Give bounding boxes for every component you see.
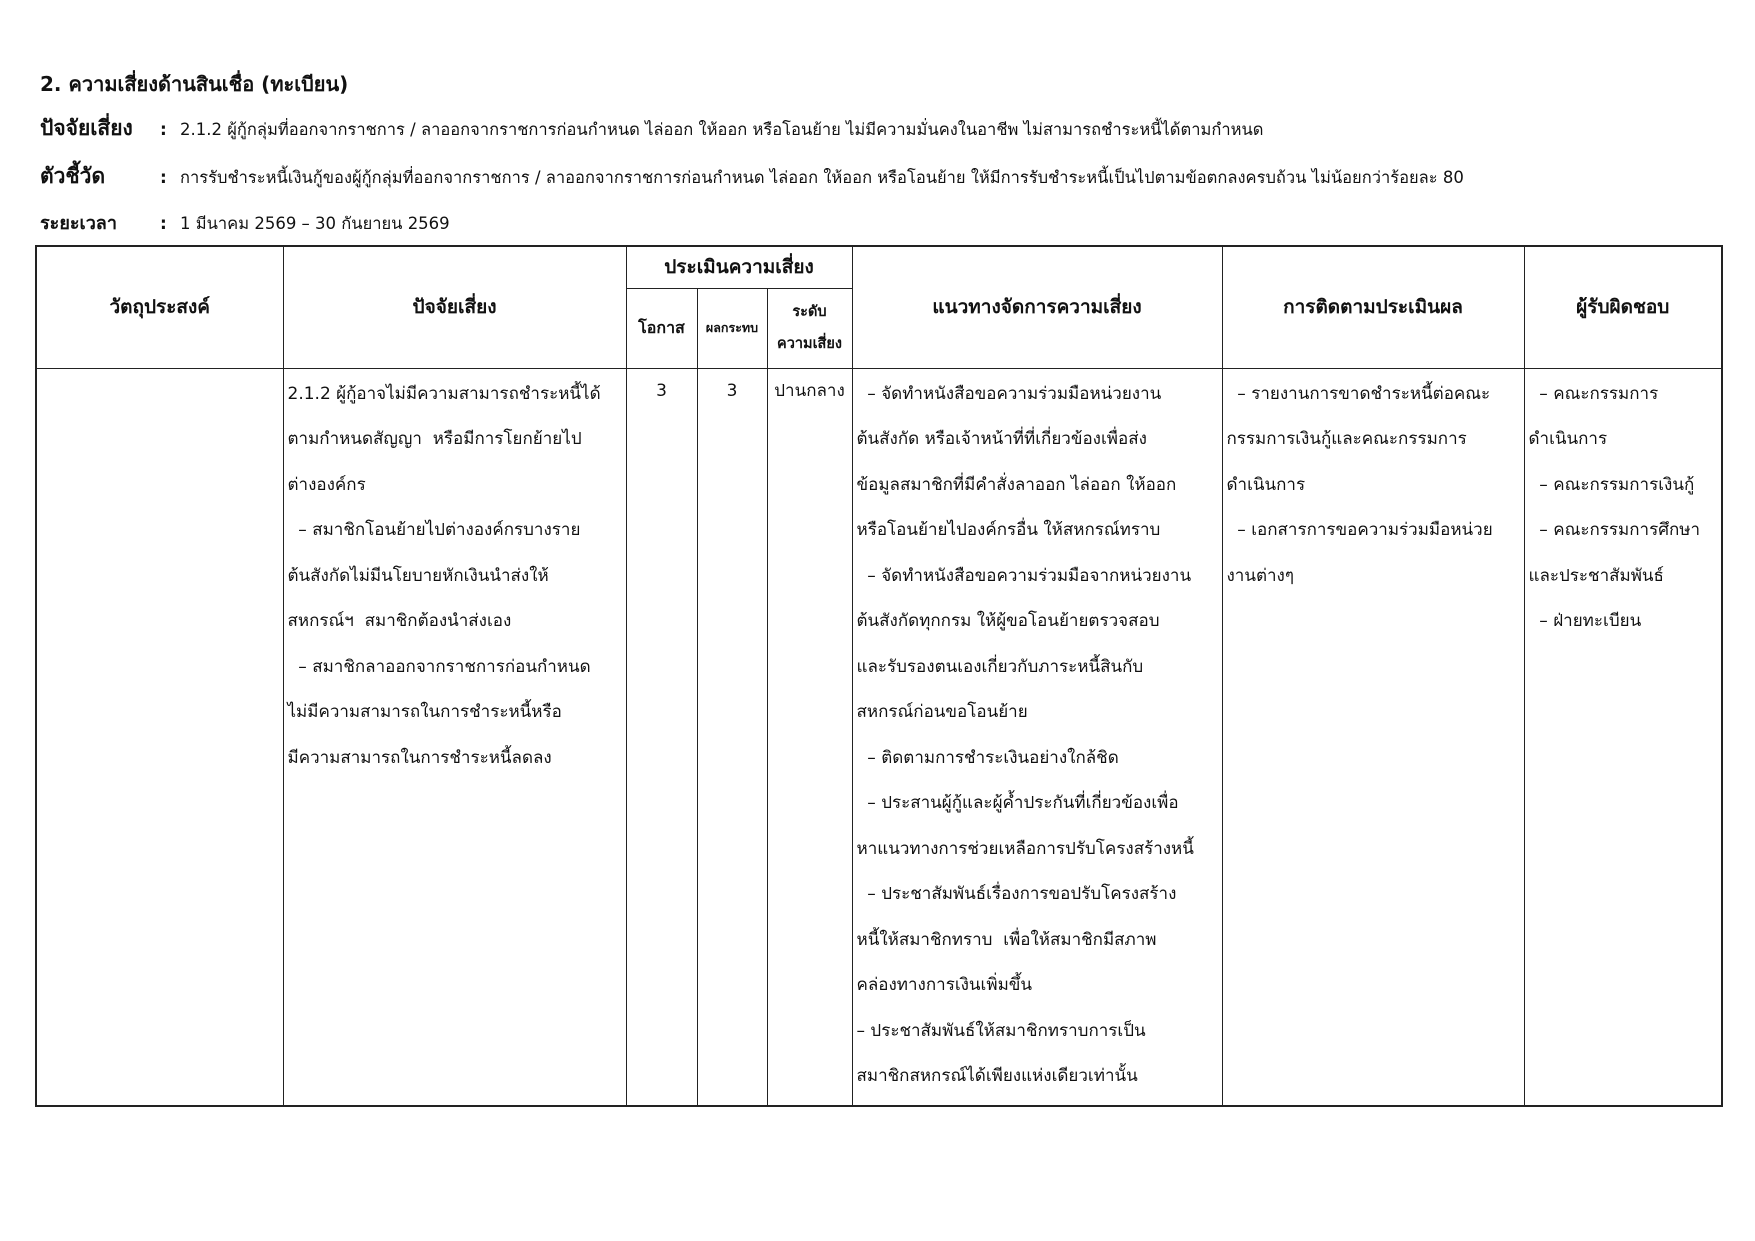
mitigation-line: ต้นสังกัดทุกกรม ให้ผู้ขอโอนย้ายตรวจสอบ	[856, 611, 1160, 631]
monitoring-line: – รายงานการขาดชำระหนี้ต่อคณะ	[1226, 383, 1491, 404]
mitigation-line: สมาชิกสหกรณ์ได้เพียงแห่งเดียวเท่านั้น	[856, 1066, 1138, 1086]
risk-factor-value: 2.1.2 ผู้กู้กลุ่มที่ออกจากราชการ / ลาออกจากราชการก่อนกำหนด ไล่ออก ให้ออก หรือโอนย้าย ไม่มีความมั่นคงในอาชีพ ไม่สามารถชำระหนี้ได้ตามกำหนด	[180, 120, 1264, 139]
monitoring-lines	[1223, 369, 1524, 600]
likelihood-cell: 3	[626, 368, 697, 1106]
mitigation-line: และรับรองตนเองเกี่ยวกับภาระหนี้สินกับ	[856, 656, 1144, 677]
mitigation-line: คล่องทางการเงินเพิ่มขึ้น	[856, 975, 1033, 995]
mitigation-line: – จัดทำหนังสือขอความร่วมมือหน่วยงาน	[856, 383, 1162, 404]
responsible-cell	[1524, 368, 1722, 1106]
mitigation-line: ข้อมูลสมาชิกที่มีคำสั่งลาออก ไล่ออก ให้ออก	[856, 474, 1177, 495]
responsible-line: และประชาสัมพันธ์	[1528, 565, 1664, 586]
risk-factor-line: สหกรณ์ฯ สมาชิกต้องนำส่งเอง	[287, 611, 512, 631]
mitigation-line: – ประชาสัมพันธ์ให้สมาชิกทราบการเป็น	[856, 1020, 1146, 1041]
header-objective: วัตถุประสงค์	[36, 246, 283, 368]
risk-factor-line: ต่างองค์กร	[287, 474, 366, 495]
header-likelihood: โอกาส	[626, 288, 697, 368]
risk-factor-row	[40, 112, 1264, 145]
responsible-lines	[1525, 369, 1722, 645]
responsible-line: – คณะกรรมการ	[1528, 383, 1659, 404]
risk-factor-cell	[283, 368, 626, 1106]
objective-cell	[36, 368, 283, 1106]
responsible-line: – คณะกรรมการศึกษา	[1528, 520, 1701, 540]
header-responsible: ผู้รับผิดชอบ	[1524, 246, 1722, 368]
period-row	[40, 208, 450, 237]
mitigation-line: หรือโอนย้ายไปองค์กรอื่น ให้สหกรณ์ทราบ	[856, 520, 1161, 540]
risk-factor-line: ต้นสังกัดไม่มีนโยบายหักเงินนำส่งให้	[287, 565, 549, 586]
mitigation-line: – ประสานผู้กู้และผู้ค้ำประกันที่เกี่ยวข้องเพื่อ	[856, 793, 1179, 813]
mitigation-line: – ติดตามการชำระเงินอย่างใกล้ชิด	[856, 747, 1119, 768]
page-title: 2. ความเสี่ยงด้านสินเชื่อ (ทะเบียน)	[40, 72, 349, 96]
risk-factor-line: มีความสามารถในการชำระหนี้ลดลง	[287, 747, 552, 768]
risk-factor-line: ตามกำหนดสัญญา หรือมีการโยกย้ายไป	[287, 429, 582, 449]
indicator-colon: :	[160, 168, 167, 188]
mitigation-line: – ประชาสัมพันธ์เรื่องการขอปรับโครงสร้าง	[856, 884, 1177, 904]
mitigation-line: หนี้ให้สมาชิกทราบ เพื่อให้สมาชิกมีสภาพ	[856, 929, 1157, 950]
period-value: 1 มีนาคม 2569 – 30 กันยายน 2569	[180, 214, 450, 233]
header-risk-assessment: ประเมินความเสี่ยง	[626, 246, 852, 288]
risk-level-cell: ปานกลาง	[767, 368, 852, 1106]
responsible-line: – ฝ่ายทะเบียน	[1528, 611, 1642, 631]
risk-factor-line: – สมาชิกลาออกจากราชการก่อนกำหนด	[287, 656, 591, 677]
header-mitigation: แนวทางจัดการความเสี่ยง	[852, 246, 1222, 368]
monitoring-line: กรรมการเงินกู้และคณะกรรมการ	[1226, 429, 1467, 449]
monitoring-line: – เอกสารการขอความร่วมมือหน่วย	[1226, 520, 1493, 540]
header-risk-level-line1: ระดับ	[792, 304, 827, 320]
monitoring-line: งานต่างๆ	[1226, 565, 1294, 586]
mitigation-line: ต้นสังกัด หรือเจ้าหน้าที่ที่เกี่ยวข้องเพื่อส่ง	[856, 429, 1147, 449]
header-impact: ผลกระทบ	[697, 288, 767, 368]
impact-cell: 3	[697, 368, 767, 1106]
header-monitoring: การติดตามประเมินผล	[1222, 246, 1524, 368]
mitigation-line: – จัดทำหนังสือขอความร่วมมือจากหน่วยงาน	[856, 565, 1192, 586]
indicator-row	[40, 160, 1464, 193]
header-risk-level	[767, 288, 852, 368]
risk-factor-colon: :	[160, 120, 167, 140]
header-risk-factor: ปัจจัยเสี่ยง	[283, 246, 626, 368]
mitigation-cell	[852, 368, 1222, 1106]
monitoring-line: ดำเนินการ	[1226, 474, 1306, 495]
indicator-label: ตัวชี้วัด	[40, 164, 106, 188]
mitigation-lines	[853, 369, 1222, 1100]
responsible-line: – คณะกรรมการเงินกู้	[1528, 474, 1695, 495]
responsible-line: ดำเนินการ	[1528, 429, 1608, 449]
risk-factor-line: ไม่มีความสามารถในการชำระหนี้หรือ	[287, 702, 562, 722]
period-label: ระยะเวลา	[40, 213, 117, 234]
risk-management-table	[35, 245, 1723, 1107]
period-colon: :	[160, 214, 167, 234]
risk-factor-line: 2.1.2 ผู้กู้อาจไม่มีความสามารถชำระหนี้ได้	[287, 383, 601, 404]
risk-factor-label: ปัจจัยเสี่ยง	[40, 116, 133, 140]
header-risk-level-line2: ความเสี่ยง	[777, 336, 842, 352]
risk-factor-line: – สมาชิกโอนย้ายไปต่างองค์กรบางราย	[287, 520, 581, 540]
indicator-value: การรับชำระหนี้เงินกู้ของผู้กู้กลุ่มที่ออกจากราชการ / ลาออกจากราชการก่อนกำหนด ไล่ออก ให้ออก หรือโอนย้าย ให้มีการรับชำระหนี้เป็นไปตามข้อตกลงครบถ้วน ไม่น้อยกว่าร้อยละ 80	[180, 168, 1464, 187]
mitigation-line: หาแนวทางการช่วยเหลือการปรับโครงสร้างหนี้	[856, 838, 1194, 859]
monitoring-cell	[1222, 368, 1524, 1106]
mitigation-line: สหกรณ์ก่อนขอโอนย้าย	[856, 702, 1028, 722]
risk-factor-lines	[284, 369, 626, 782]
table-row	[36, 368, 1722, 1106]
